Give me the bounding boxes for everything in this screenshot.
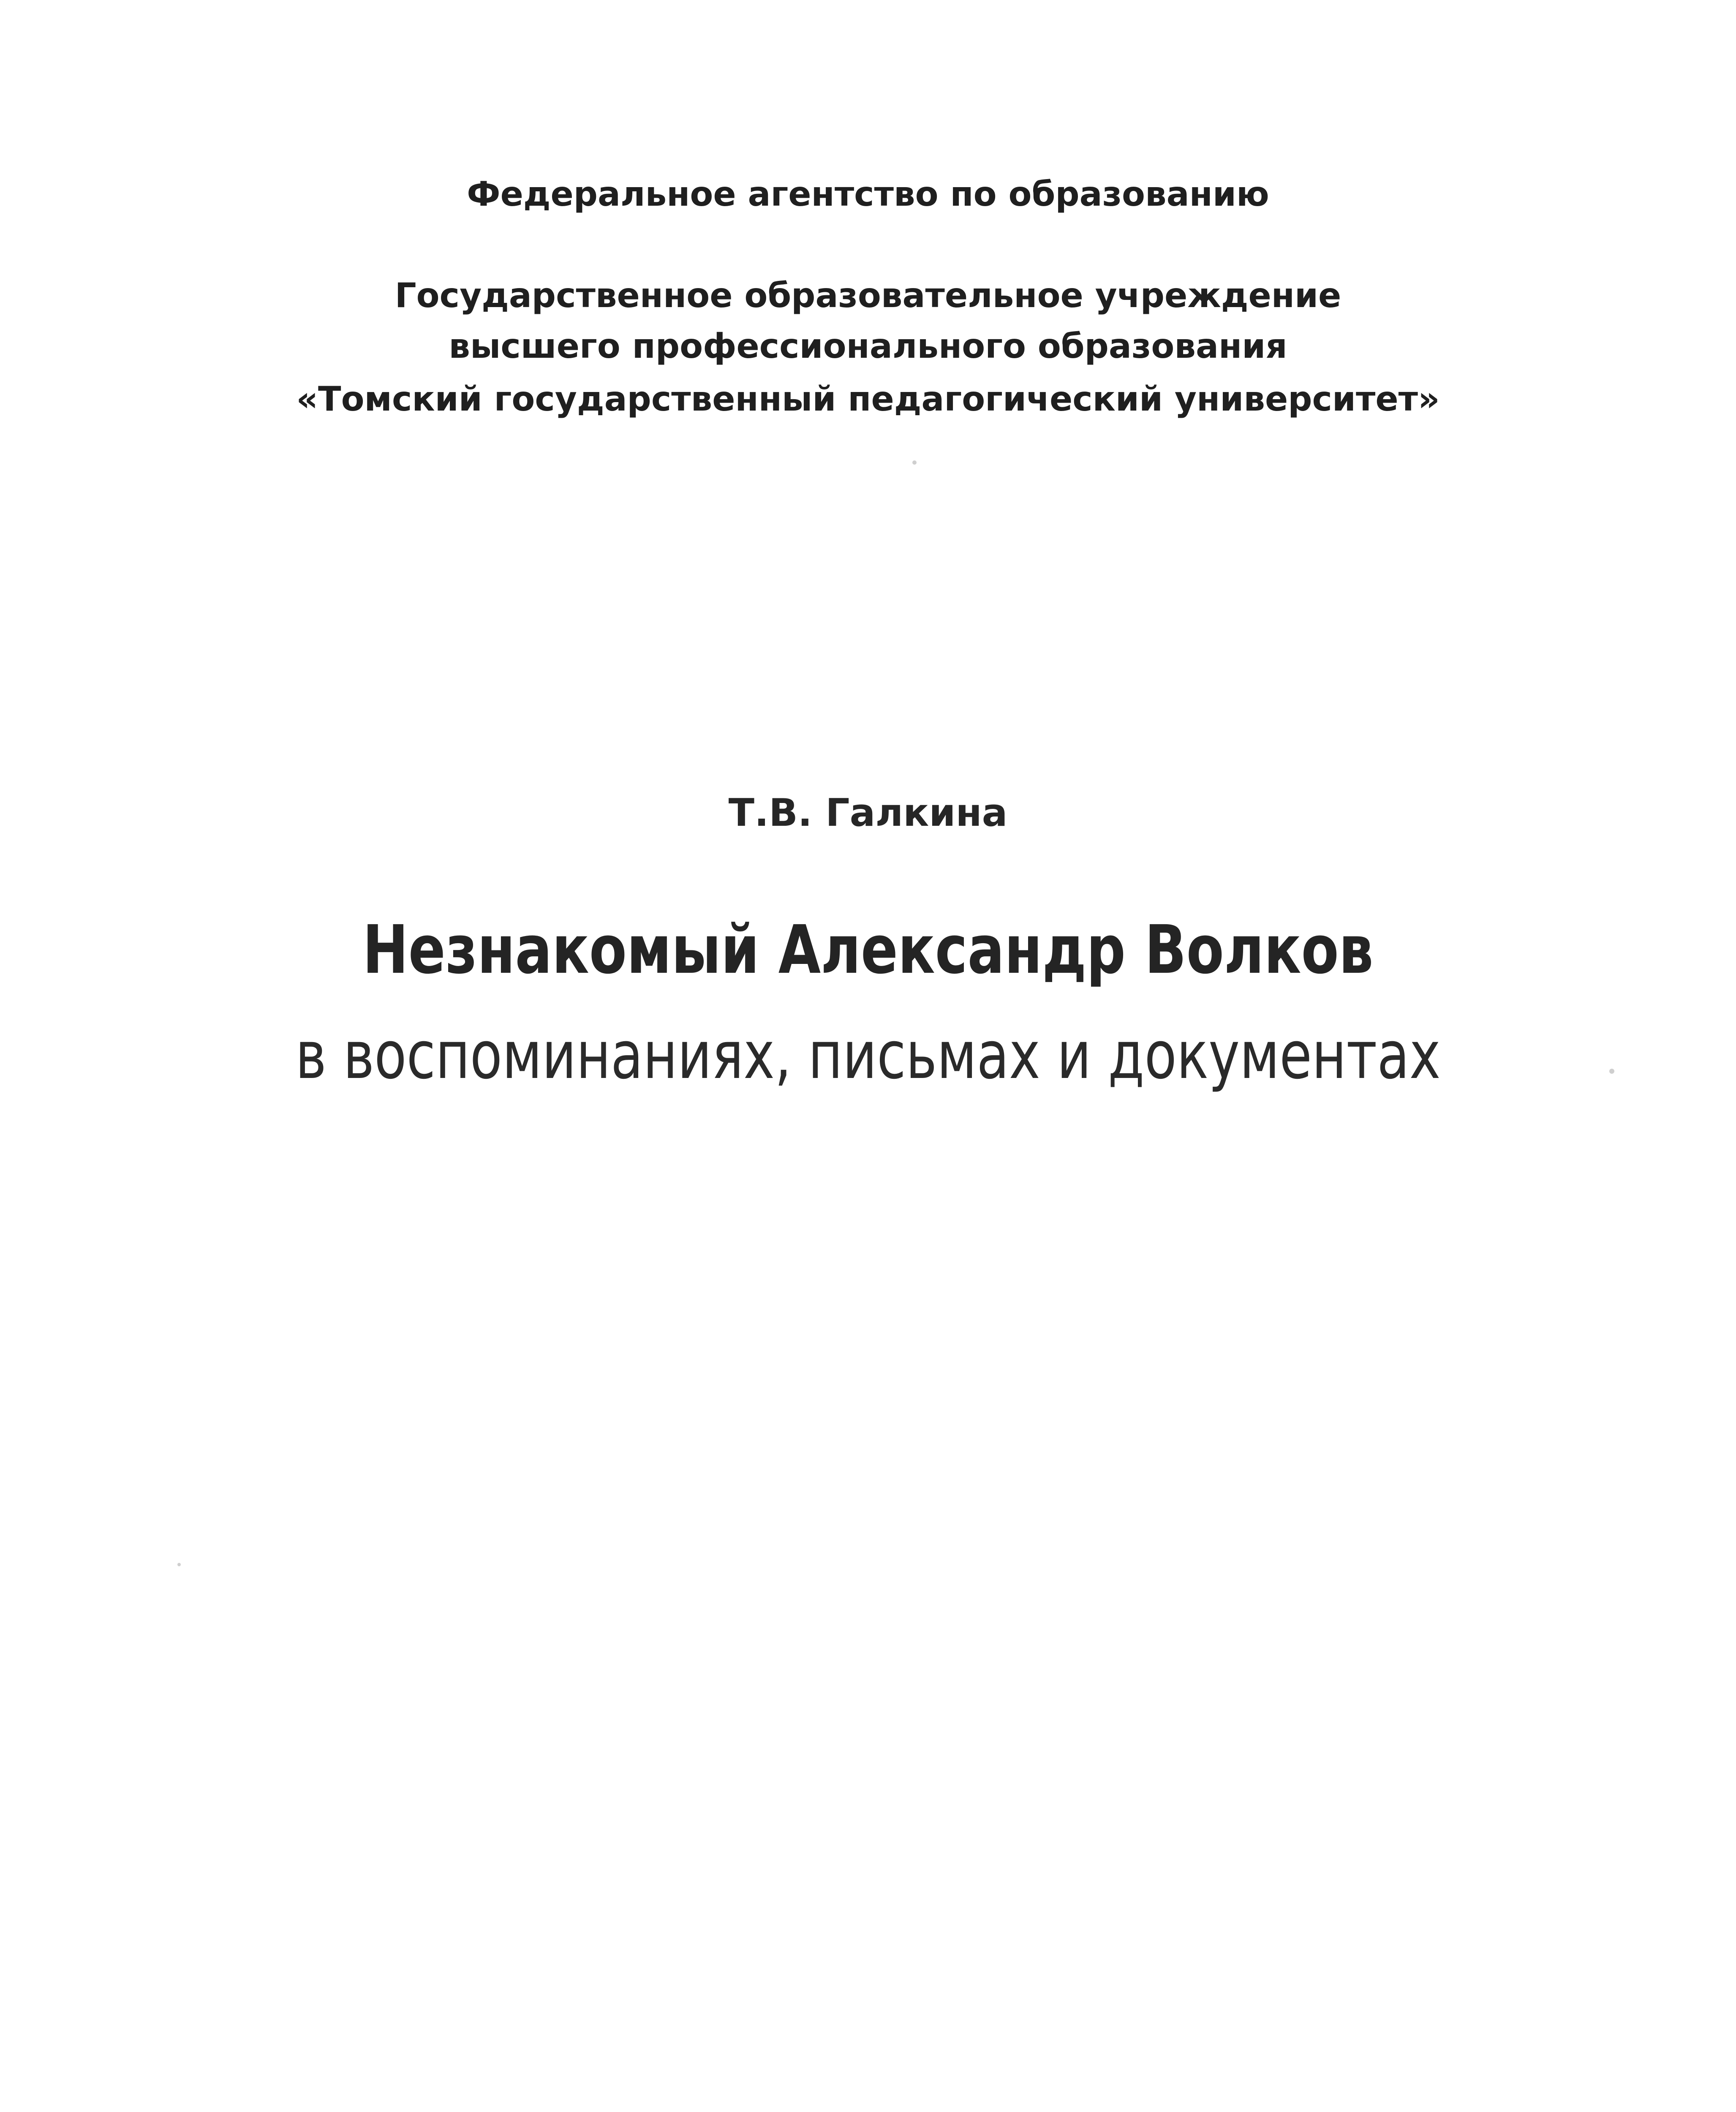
institution-line-2: высшего профессионального образования: [449, 327, 1287, 366]
institution-line-1: Государственное образовательное учреждение: [395, 276, 1341, 315]
scan-speck: [912, 460, 917, 465]
agency-name: Федеральное агентство по образованию: [467, 174, 1269, 214]
author-name: Т.В. Галкина: [728, 791, 1008, 835]
book-title: Незнакомый Александр Волков: [362, 911, 1374, 989]
scan-speck: [177, 1563, 181, 1566]
book-subtitle: в воспоминаниях, письмах и документах: [295, 1017, 1441, 1094]
institution-line-3: «Томский государственный педагогический университет»: [296, 379, 1440, 419]
scan-speck: [1609, 1069, 1614, 1074]
